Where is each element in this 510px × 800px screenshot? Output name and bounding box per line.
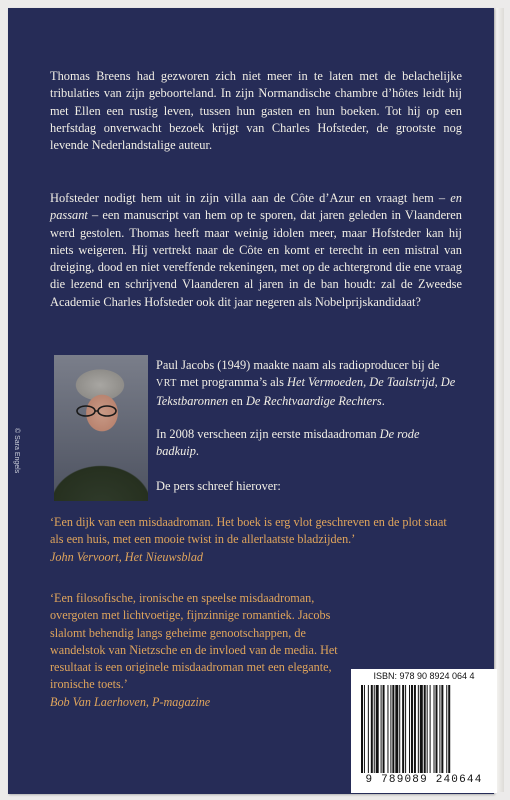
blurb-paragraph-1 xyxy=(50,68,462,154)
photo-credit: © Sara Engels xyxy=(13,428,20,474)
press-quote-1 xyxy=(50,514,462,566)
back-cover xyxy=(8,8,494,794)
debut-title: De rode badkuip xyxy=(156,427,420,459)
blurb-p1-text: Thomas Breens had gezworen zich niet meer in te laten met de belachelijke tribulaties van zijn geboorteland. In zijn Normandische chambre d’hôtes leidt hij met Ellen een rustig leven, tussen hun gasten en hun boeken. Tot hij op een herfstdag onverwacht bezoek krijgt van Charles Hofsteder, de grootste nog levende Nederlandstalige auteur. xyxy=(50,69,462,153)
program-title-4: De Rechtvaardige Rechters xyxy=(245,393,382,408)
program-title-3: De Tekstbaronnen xyxy=(156,375,456,408)
isbn-digits: 9 789089 240644 xyxy=(365,774,483,786)
author-photo xyxy=(54,355,148,501)
quote-1-text: ‘Een dijk van een misdaadroman. Het boek is erg vlot geschreven en de plot staat als een huis, met een mooie twist in de allerlaatste bladzijden.’ xyxy=(50,515,447,547)
isbn-label: ISBN: 978 90 8924 064 4 xyxy=(373,671,475,681)
blurb-p2-italic: en passant xyxy=(50,191,462,223)
glasses-detail xyxy=(70,404,132,418)
bio-text-start: Paul Jacobs (1949) maakte naam als radioproducer bij de xyxy=(156,358,440,372)
blurb-p2-rest: – een manuscript van hem op te sporen, dat jaren geleden in Vlaanderen werd gestolen. Thomas heeft maar weinig idolen meer, maar Hofsteder kan hij niets weigeren. Hij vertrekt naar de Côte en komt er terecht in een mistral van dreiging, dood en niet vereffende rekeningen, met op de achtergrond die ene vraag die lezend en schrijvend Vlaanderen al jaren in de ban houdt: zal de Zweedse Academie Charles Hofsteder ook dit jaar negeren als Nobelprijskandidaat? xyxy=(50,208,462,309)
press-intro: De pers schreef hierover: xyxy=(156,479,281,493)
bio-text-programs: met programma’s als xyxy=(176,375,288,390)
bio-vrt: VRT xyxy=(156,378,177,390)
bio-conjunction: en xyxy=(228,393,246,408)
debut-text: In 2008 verscheen zijn eerste misdaadroman xyxy=(156,427,380,441)
barcode-icon xyxy=(359,685,489,773)
program-title-1: Het Vermoeden xyxy=(287,375,364,390)
quote-1-source: John Vervoort, Het Nieuwsblad xyxy=(50,549,204,564)
blurb-p2-start: Hofsteder nodigt hem uit in zijn villa aan de Côte d’Azur en vraagt hem – xyxy=(50,191,451,205)
quote-2-text: ‘Een filosofische, ironische en speelse misdaadroman, overgoten met lichtvoetige, fijnzinnige romantiek. Jacobs slalomt behendig langs geheime genootschappen, de wandelstok van Nietzsche en de invloed van de media. Het resultaat is een originele misdaadroman met een elegante, ironische toets.’ xyxy=(50,591,338,692)
author-debut: In 2008 verscheen zijn eerste misdaadroman De rode badkuip. xyxy=(156,427,420,459)
author-bio: Paul Jacobs (1949) maakte naam als radioproducer bij de VRT met programma’s als Het Vermoeden, De Taalstrijd, De Tekstbaronnen en De Rechtvaardige Rechters. xyxy=(156,358,456,408)
blurb-paragraph-2 xyxy=(50,190,462,311)
quote-2-source: Bob Van Laerhoven, P-magazine xyxy=(50,694,211,709)
barcode-panel xyxy=(351,669,497,793)
program-title-2: De Taalstrijd xyxy=(369,375,435,390)
